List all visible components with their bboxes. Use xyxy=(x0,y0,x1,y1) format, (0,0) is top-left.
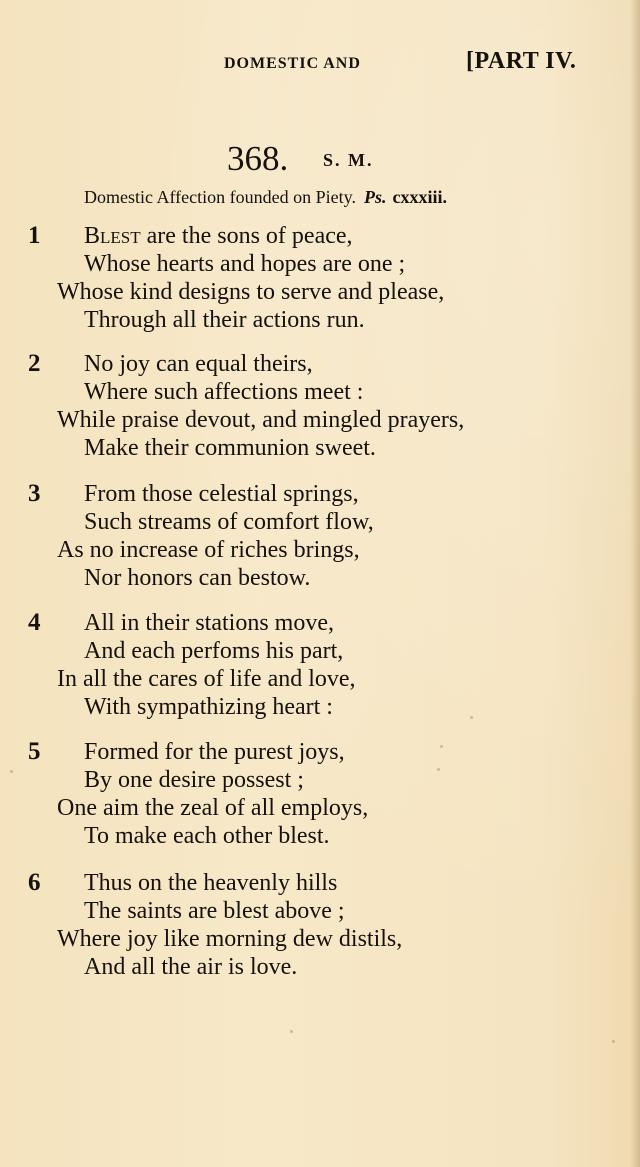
verse-line: And each perfoms his part, xyxy=(84,638,344,664)
stanza-number: 3 xyxy=(28,480,41,507)
verse-line: The saints are blest above ; xyxy=(84,898,345,924)
verse-line: In all the cares of life and love, xyxy=(57,666,356,692)
stanza-number: 2 xyxy=(28,350,41,377)
verse-line: By one desire possest ; xyxy=(84,767,304,793)
verse-line: With sympathizing heart : xyxy=(84,694,333,720)
stanza-number: 4 xyxy=(28,609,41,636)
stanza-number: 6 xyxy=(28,869,41,896)
verse-line: Such streams of comfort flow, xyxy=(84,509,374,535)
verse-line: Where joy like morning dew distils, xyxy=(57,926,403,952)
verse-line-rest: are the sons of peace, xyxy=(140,223,353,249)
verse-line: Formed for the purest joys, xyxy=(84,739,345,765)
verse-line: To make each other blest. xyxy=(84,823,330,849)
verse-line: Whose hearts and hopes are one ; xyxy=(84,251,406,277)
verse-line: One aim the zeal of all employs, xyxy=(57,795,369,821)
stanza-number: 1 xyxy=(28,222,41,249)
hymn-meter: S. M. xyxy=(323,150,374,170)
verse-initial-word: Blest xyxy=(84,223,141,249)
verse-line: Thus on the heavenly hills xyxy=(84,870,338,896)
hymn-subtitle xyxy=(84,187,447,208)
scripture-book: Ps. xyxy=(363,187,387,207)
hymn-number: 368. xyxy=(227,139,289,178)
verse-line: Where such affections meet : xyxy=(84,379,364,405)
paper-speck xyxy=(10,770,13,773)
paper-speck xyxy=(612,1040,615,1043)
paper-speck xyxy=(290,1030,293,1033)
verse-line: From those celestial springs, xyxy=(84,481,359,507)
running-head-part: [PART IV. xyxy=(466,48,577,74)
running-head-title: DOMESTIC AND xyxy=(224,55,361,72)
paper-speck xyxy=(470,716,473,719)
verse-line: While praise devout, and mingled prayers, xyxy=(57,407,465,433)
verse-line: As no increase of riches brings, xyxy=(57,537,360,563)
verse-line: Make their communion sweet. xyxy=(84,435,376,461)
verse-line: Whose kind designs to serve and please, xyxy=(57,279,445,305)
subtitle-text: Domestic Affection founded on Piety. xyxy=(84,187,356,207)
verse-line: Nor honors can bestow. xyxy=(84,565,311,591)
verse-line: And all the air is love. xyxy=(84,954,298,980)
stanza-number: 5 xyxy=(28,738,41,765)
verse-line: No joy can equal theirs, xyxy=(84,351,313,377)
page-edge-shadow xyxy=(630,0,640,1167)
verse-line: Through all their actions run. xyxy=(84,307,365,333)
scripture-chapter: cxxxiii. xyxy=(392,187,447,207)
paper-speck xyxy=(440,745,443,748)
verse-line: All in their stations move, xyxy=(84,610,334,636)
verse-line xyxy=(84,222,353,250)
paper-speck xyxy=(437,768,440,771)
